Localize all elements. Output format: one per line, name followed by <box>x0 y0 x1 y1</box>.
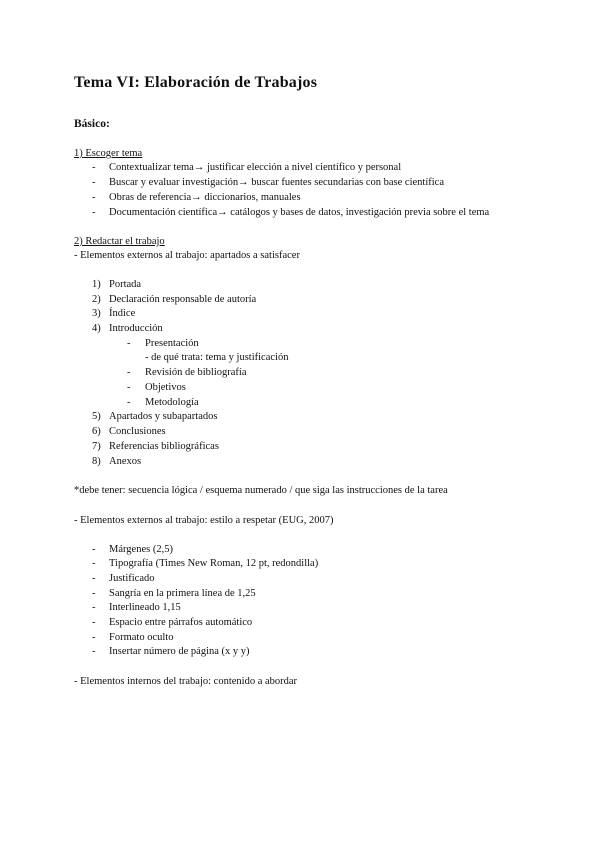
list-number: 3) <box>92 308 101 319</box>
list-item: Conclusiones <box>109 426 166 437</box>
basico-heading: Básico: <box>74 118 110 130</box>
bullet-dash: - <box>92 646 96 657</box>
list-number: 6) <box>92 426 101 437</box>
list-item: Portada <box>109 279 142 290</box>
list-item: Anexos <box>109 456 142 467</box>
intro-subitem-note: - de qué trata: tema y justificación <box>145 352 289 363</box>
externos-apartados-line: - Elementos externos al trabajo: apartados a satisfacer <box>74 250 300 261</box>
bullet-dash: - <box>92 162 96 173</box>
bullet-dash: - <box>127 397 131 408</box>
bullet-dash: - <box>92 602 96 613</box>
externos-estilo-line: - Elementos externos al trabajo: estilo a respetar (EUG, 2007) <box>74 515 334 526</box>
list-item: Referencias bibliográficas <box>109 441 219 452</box>
list-item: Declaración responsable de autoría <box>109 294 257 305</box>
intro-subitem: Metodología <box>145 397 199 408</box>
internos-line: - Elementos internos del trabajo: contenido a abordar <box>74 676 298 687</box>
bullet-dash: - <box>92 617 96 628</box>
bullet-dash: - <box>92 544 96 555</box>
list-item: Buscar y evaluar investigación→ buscar fuentes secundarias con base científica <box>109 177 444 188</box>
page-title: Tema VI: Elaboración de Trabajos <box>74 74 318 91</box>
bullet-dash: - <box>127 382 131 393</box>
list-item: Espacio entre párrafos automático <box>109 617 253 628</box>
intro-subitem: Objetivos <box>145 382 186 393</box>
list-number: 2) <box>92 294 101 305</box>
list-item: Márgenes (2,5) <box>109 544 173 555</box>
bullet-dash: - <box>92 573 96 584</box>
list-item: Formato oculto <box>109 632 174 643</box>
bullet-dash: - <box>92 207 96 218</box>
bullet-dash: - <box>127 338 131 349</box>
list-item: Insertar número de página (x y y) <box>109 646 250 657</box>
list-number: 4) <box>92 323 101 334</box>
bullet-dash: - <box>92 558 96 569</box>
list-number: 5) <box>92 411 101 422</box>
list-item: Interlineado 1,15 <box>109 602 181 613</box>
list-item: Introducción <box>109 323 163 334</box>
bullet-dash: - <box>92 588 96 599</box>
list-item: Contextualizar tema→ justificar elección a nivel científico y personal <box>109 162 402 173</box>
intro-subitem: Presentación <box>145 338 199 349</box>
bullet-dash: - <box>92 192 96 203</box>
list-item: Índice <box>109 308 136 319</box>
note-line: *debe tener: secuencia lógica / esquema numerado / que siga las instrucciones de la tarea <box>74 485 448 496</box>
list-item: Apartados y subapartados <box>109 411 218 422</box>
list-item: Sangría en la primera línea de 1,25 <box>109 588 256 599</box>
list-item: Justificado <box>109 573 155 584</box>
bullet-dash: - <box>92 177 96 188</box>
section1-heading: 1) Escoger tema <box>74 148 143 159</box>
bullet-dash: - <box>92 632 96 643</box>
list-item: Obras de referencia→ diccionarios, manuales <box>109 192 301 203</box>
bullet-dash: - <box>127 367 131 378</box>
list-number: 1) <box>92 279 101 290</box>
list-number: 7) <box>92 441 101 452</box>
section2-heading: 2) Redactar el trabajo <box>74 236 165 247</box>
intro-subitem: Revisión de bibliografía <box>145 367 247 378</box>
list-item: Documentación científica→ catálogos y bases de datos, investigación previa sobre el tema <box>109 207 490 218</box>
list-number: 8) <box>92 456 101 467</box>
list-item: Tipografía (Times New Roman, 12 pt, redondilla) <box>109 558 319 569</box>
